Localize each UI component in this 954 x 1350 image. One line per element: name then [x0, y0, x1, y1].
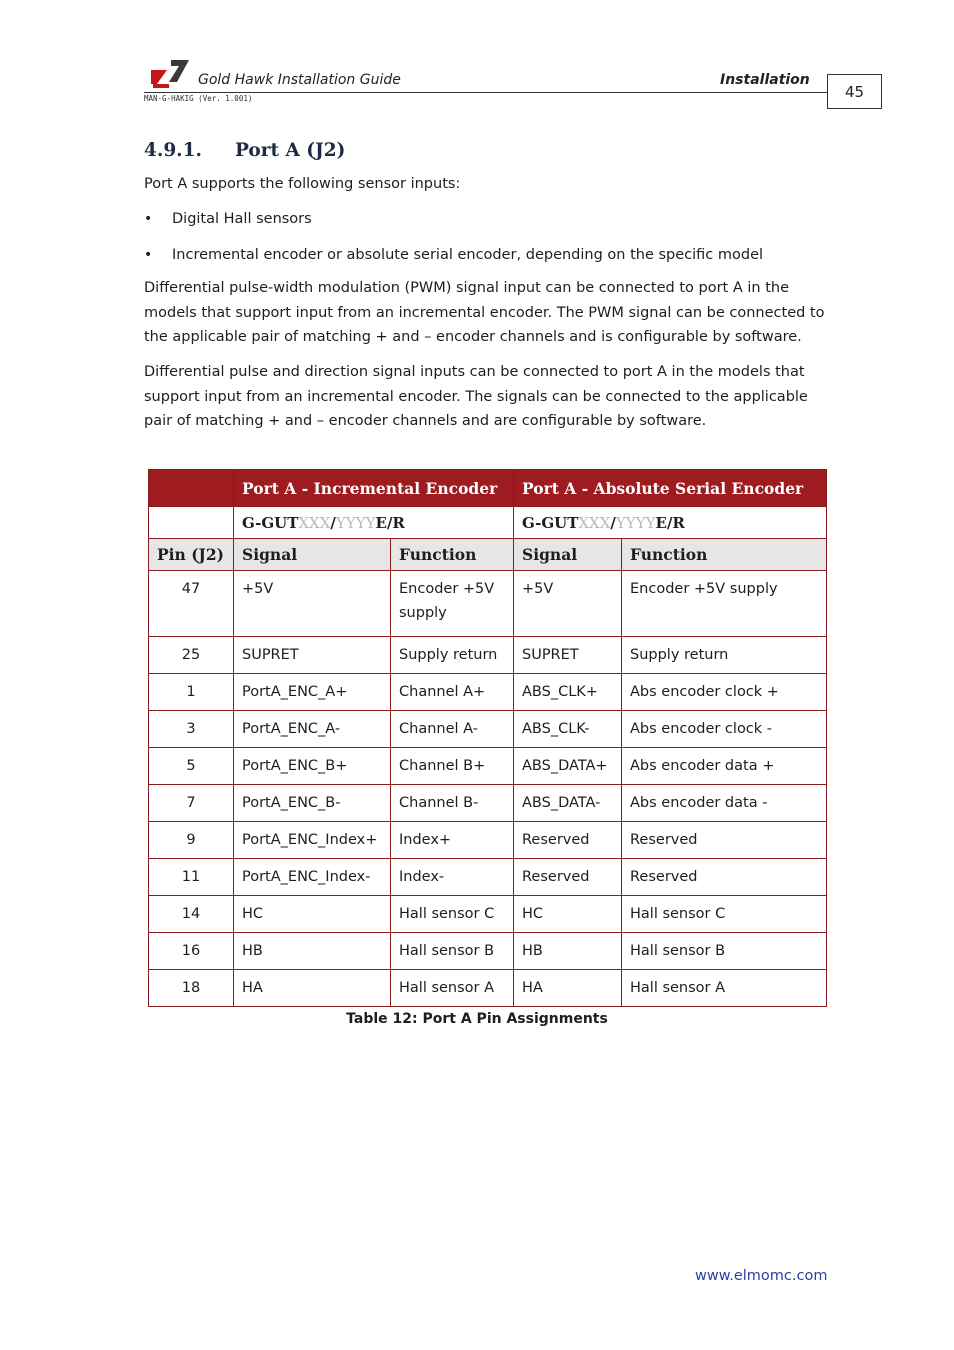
function-cell: Abs encoder clock -	[622, 711, 827, 748]
signal-cell: HC	[234, 896, 391, 933]
signal-cell: SUPRET	[234, 637, 391, 674]
function-cell: Hall sensor B	[391, 933, 514, 970]
model-absolute: G-GUTXXX/YYYYE/R	[514, 507, 827, 539]
pin-cell: 18	[149, 970, 234, 1007]
table-row	[149, 571, 827, 637]
port-a-pin-table	[148, 469, 827, 1007]
function-cell: Abs encoder data +	[622, 748, 827, 785]
signal-cell: SUPRET	[514, 637, 622, 674]
column-header: Pin (J2)	[149, 539, 234, 571]
signal-cell: Reserved	[514, 822, 622, 859]
signal-cell: HB	[234, 933, 391, 970]
header-divider	[144, 92, 827, 93]
table-caption: Table 12: Port A Pin Assignments	[346, 1011, 608, 1027]
group-header-empty	[149, 470, 234, 507]
signal-cell: PortA_ENC_Index+	[234, 822, 391, 859]
signal-cell: PortA_ENC_B+	[234, 748, 391, 785]
column-header: Signal	[514, 539, 622, 571]
table-row	[149, 711, 827, 748]
table-row	[149, 748, 827, 785]
pin-cell: 14	[149, 896, 234, 933]
function-cell: Hall sensor A	[391, 970, 514, 1007]
function-cell: Index-	[391, 859, 514, 896]
table-row	[149, 822, 827, 859]
function-cell: Hall sensor A	[622, 970, 827, 1007]
signal-cell: PortA_ENC_A+	[234, 674, 391, 711]
signal-cell: PortA_ENC_Index-	[234, 859, 391, 896]
signal-cell: ABS_DATA-	[514, 785, 622, 822]
pwm-paragraph: Differential pulse-width modulation (PWM) signal input can be connected to port A in the models that support input from an incremental encoder. The PWM signal can be connected to the applicable pair of matching + and – encoder channels and is configurable by software.	[144, 280, 825, 345]
model-incremental: G-GUTXXX/YYYYE/R	[234, 507, 514, 539]
group-header-incremental: Port A - Incremental Encoder	[234, 470, 514, 507]
group-header-absolute: Port A - Absolute Serial Encoder	[514, 470, 827, 507]
function-cell: Channel B-	[391, 785, 514, 822]
model-row	[149, 507, 827, 539]
model-empty-cell	[149, 507, 234, 539]
function-cell: Hall sensor B	[622, 933, 827, 970]
signal-cell: +5V	[234, 571, 391, 637]
pulse-direction-paragraph: Differential pulse and direction signal inputs can be connected to port A in the models that support input from an incremental encoder. The signals can be connected to the applicable pair of matching + and – encoder channels and are configurable by software.	[144, 364, 808, 429]
function-cell: Reserved	[622, 859, 827, 896]
table-row	[149, 859, 827, 896]
function-cell: Hall sensor C	[622, 896, 827, 933]
function-cell: Channel A-	[391, 711, 514, 748]
signal-cell: ABS_CLK-	[514, 711, 622, 748]
signal-cell: ABS_CLK+	[514, 674, 622, 711]
signal-cell: Reserved	[514, 859, 622, 896]
pin-cell: 7	[149, 785, 234, 822]
section-heading	[144, 140, 345, 161]
group-header-row	[149, 470, 827, 507]
column-header: Function	[391, 539, 514, 571]
elmo-logo-icon	[149, 58, 189, 88]
pin-cell: 5	[149, 748, 234, 785]
page-number: 45	[827, 74, 882, 109]
function-cell: Channel B+	[391, 748, 514, 785]
pin-cell: 9	[149, 822, 234, 859]
pin-cell: 1	[149, 674, 234, 711]
footer-website-link[interactable]: www.elmomc.com	[695, 1268, 828, 1284]
table-row	[149, 896, 827, 933]
function-cell: Encoder +5V supply	[622, 571, 827, 637]
function-cell: Abs encoder data -	[622, 785, 827, 822]
signal-cell: PortA_ENC_B-	[234, 785, 391, 822]
table-row	[149, 674, 827, 711]
pin-cell: 25	[149, 637, 234, 674]
table-row	[149, 785, 827, 822]
document-title: Gold Hawk Installation Guide	[198, 72, 401, 88]
table-row	[149, 637, 827, 674]
bullet-text: Digital Hall sensors	[172, 211, 312, 227]
bullet-dot-icon: •	[144, 247, 153, 263]
function-cell: Abs encoder clock +	[622, 674, 827, 711]
signal-cell: HA	[514, 970, 622, 1007]
header-section-name: Installation	[720, 72, 810, 88]
function-cell: Supply return	[391, 637, 514, 674]
column-header: Function	[622, 539, 827, 571]
section-title: Port A (J2)	[235, 140, 346, 161]
intro-paragraph: Port A supports the following sensor inputs:	[144, 176, 461, 192]
signal-cell: ABS_DATA+	[514, 748, 622, 785]
table-row	[149, 970, 827, 1007]
function-cell: Reserved	[622, 822, 827, 859]
bullet-text: Incremental encoder or absolute serial encoder, depending on the specific model	[172, 247, 764, 263]
function-cell: Hall sensor C	[391, 896, 514, 933]
pin-cell: 47	[149, 571, 234, 637]
signal-cell: HC	[514, 896, 622, 933]
function-cell: Supply return	[622, 637, 827, 674]
function-cell: Channel A+	[391, 674, 514, 711]
column-header: Signal	[234, 539, 391, 571]
section-number: 4.9.1.	[144, 140, 202, 161]
bullet-dot-icon: •	[144, 211, 153, 227]
pin-cell: 3	[149, 711, 234, 748]
function-cell: Encoder +5V supply	[391, 571, 514, 637]
function-cell: Index+	[391, 822, 514, 859]
signal-cell: +5V	[514, 571, 622, 637]
column-header-row	[149, 539, 827, 571]
pin-cell: 16	[149, 933, 234, 970]
document-version: MAN-G-HAKIG (Ver. 1.001)	[144, 94, 253, 103]
table-row	[149, 933, 827, 970]
signal-cell: HA	[234, 970, 391, 1007]
signal-cell: HB	[514, 933, 622, 970]
signal-cell: PortA_ENC_A-	[234, 711, 391, 748]
pin-cell: 11	[149, 859, 234, 896]
